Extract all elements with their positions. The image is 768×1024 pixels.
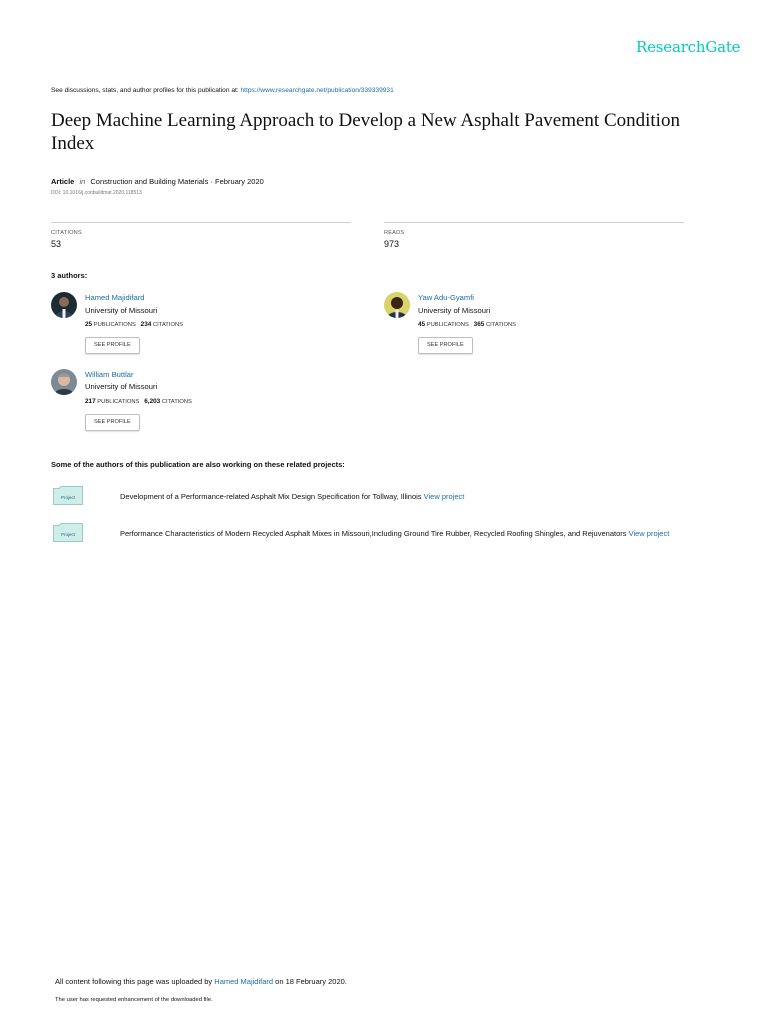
author-publications-count: 45 [418, 321, 426, 328]
project-icon-label: Project [60, 532, 76, 537]
author-stats [85, 398, 192, 405]
author-stats [85, 321, 183, 328]
project-folder-icon [53, 523, 83, 542]
meta-in: in [79, 177, 86, 186]
author-name-link[interactable]: Yaw Adu-Gyamfi [418, 293, 474, 302]
person-photo-icon [51, 292, 77, 318]
related-projects-heading: Some of the authors of this publication are also working on these related projects: [51, 460, 345, 469]
author-avatar-william[interactable] [51, 369, 77, 395]
see-profile-button[interactable]: SEE PROFILE [85, 337, 140, 354]
discussion-line [51, 87, 394, 94]
project-title: Performance Characteristics of Modern Recycled Asphalt Mixes in Missouri,Including Ground Tire Rubber, Recycled Roofing Shingles, and Rejuvenators [120, 529, 627, 538]
publication-meta [51, 177, 264, 186]
author-avatar-hamed[interactable] [51, 292, 77, 318]
authors-heading: 3 authors: [51, 271, 88, 280]
upload-prefix: All content following this page was uploaded by [55, 977, 213, 986]
author-citations-label: CITATIONS [152, 322, 184, 328]
publication-url-link[interactable]: https://www.researchgate.net/publication/339339931 [240, 87, 394, 94]
project-item [120, 492, 464, 501]
upload-suffix: on 18 February 2020. [275, 977, 347, 986]
enhancement-note: The user has requested enhancement of the downloaded file. [55, 997, 213, 1003]
uploader-link[interactable]: Hamed Majidifard [214, 977, 274, 986]
divider-citations [51, 222, 351, 223]
author-name-link[interactable]: Hamed Majidifard [85, 293, 145, 302]
author-publications-count: 217 [85, 398, 96, 405]
citations-value: 53 [51, 239, 62, 249]
view-project-link[interactable]: View project [423, 492, 465, 501]
researchgate-logo[interactable]: ResearchGate [636, 38, 741, 56]
see-profile-button[interactable]: SEE PROFILE [418, 337, 473, 354]
publication-venue: Construction and Building Materials · February 2020 [90, 177, 264, 186]
author-citations-count: 6,203 [144, 398, 161, 405]
publication-type: Article [51, 177, 75, 186]
person-photo-icon [51, 369, 77, 395]
project-icon-label: Project [60, 495, 76, 500]
upload-note [55, 977, 347, 986]
see-profile-button[interactable]: SEE PROFILE [85, 414, 140, 431]
publication-doi: DOI: 10.1016/j.conbuildmat.2020.118513 [51, 190, 142, 196]
author-name-link[interactable]: William Buttlar [85, 370, 134, 379]
project-title: Development of a Performance-related Asphalt Mix Design Specification for Tollway, Illinois [120, 492, 422, 501]
author-citations-label: CITATIONS [161, 399, 192, 405]
view-project-link[interactable]: View project [628, 529, 670, 538]
author-institution: University of Missouri [418, 306, 491, 315]
author-stats [418, 321, 516, 328]
author-institution: University of Missouri [85, 306, 158, 315]
discussion-prefix: See discussions, stats, and author profiles for this publication at: [51, 87, 239, 94]
author-citations-count: 365 [473, 321, 485, 328]
person-photo-icon [384, 292, 410, 318]
reads-label: READS [384, 230, 405, 236]
author-citations-count: 234 [140, 321, 152, 328]
author-publications-label: PUBLICATIONS [426, 322, 469, 328]
publication-title: Deep Machine Learning Approach to Develop a New Asphalt Pavement Condition Index [51, 110, 680, 154]
author-publications-label: PUBLICATIONS [97, 399, 140, 405]
divider-reads [384, 222, 684, 223]
citations-label: CITATIONS [51, 230, 82, 236]
author-institution: University of Missouri [85, 382, 158, 391]
author-avatar-yaw[interactable] [384, 292, 410, 318]
project-item [120, 529, 669, 538]
project-folder-icon [53, 486, 83, 505]
author-publications-count: 25 [85, 321, 93, 328]
reads-value: 973 [384, 239, 400, 249]
author-publications-label: PUBLICATIONS [93, 322, 136, 328]
author-citations-label: CITATIONS [485, 322, 517, 328]
